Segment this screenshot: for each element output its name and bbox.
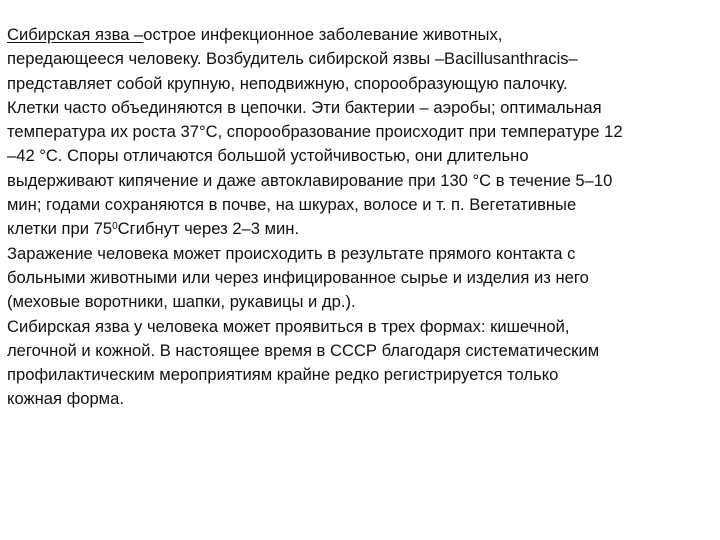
text-line: легочной и кожной. В настоящее время в СССР благодаря систематическим bbox=[7, 340, 600, 360]
text-line: (меховые воротники, шапки, рукавицы и др.). bbox=[7, 292, 356, 312]
text-line: выдерживают кипячение и даже автоклавирование при 130 °С в течение 5–10 bbox=[7, 170, 613, 190]
text-line: представляет собой крупную, неподвижную, спорообразующую палочку. bbox=[7, 73, 568, 93]
text-line: –42 °С. Споры отличаются большой устойчивостью, они длительно bbox=[7, 146, 529, 166]
text-line: температура их роста 37°С, спорообразование происходит при температуре 12 bbox=[7, 122, 623, 142]
body-text bbox=[7, 23, 707, 412]
term-underlined: Сибирская язва – bbox=[7, 25, 144, 44]
text-line: Клетки часто объединяются в цепочки. Эти бактерии – аэробы; оптимальная bbox=[7, 97, 602, 117]
text-line: передающееся человеку. Возбудитель сибирской язвы –Bacillusanthracis– bbox=[7, 49, 578, 69]
degree-superscript: 0 bbox=[112, 221, 118, 233]
text-line: больными животными или через инфицированное сырье и изделия из него bbox=[7, 267, 589, 287]
text-fragment: клетки при 75 bbox=[7, 219, 113, 239]
text-line: Заражение человека может происходить в результате прямого контакта с bbox=[7, 243, 576, 263]
text-line bbox=[7, 23, 707, 47]
text-line: мин; годами сохраняются в почве, на шкурах, волосе и т. п. Вегетативные bbox=[7, 195, 577, 215]
text-fragment: острое инфекционное заболевание животных, bbox=[143, 25, 503, 44]
text-line: Сибирская язва у человека может проявиться в трех формах: кишечной, bbox=[7, 316, 570, 336]
text-line: кожная форма. bbox=[7, 389, 124, 409]
text-line: профилактическим мероприятиям крайне редко регистрируется только bbox=[7, 365, 559, 385]
text-line bbox=[7, 217, 707, 241]
text-fragment: Сгибнут через 2–3 мин. bbox=[117, 219, 300, 239]
